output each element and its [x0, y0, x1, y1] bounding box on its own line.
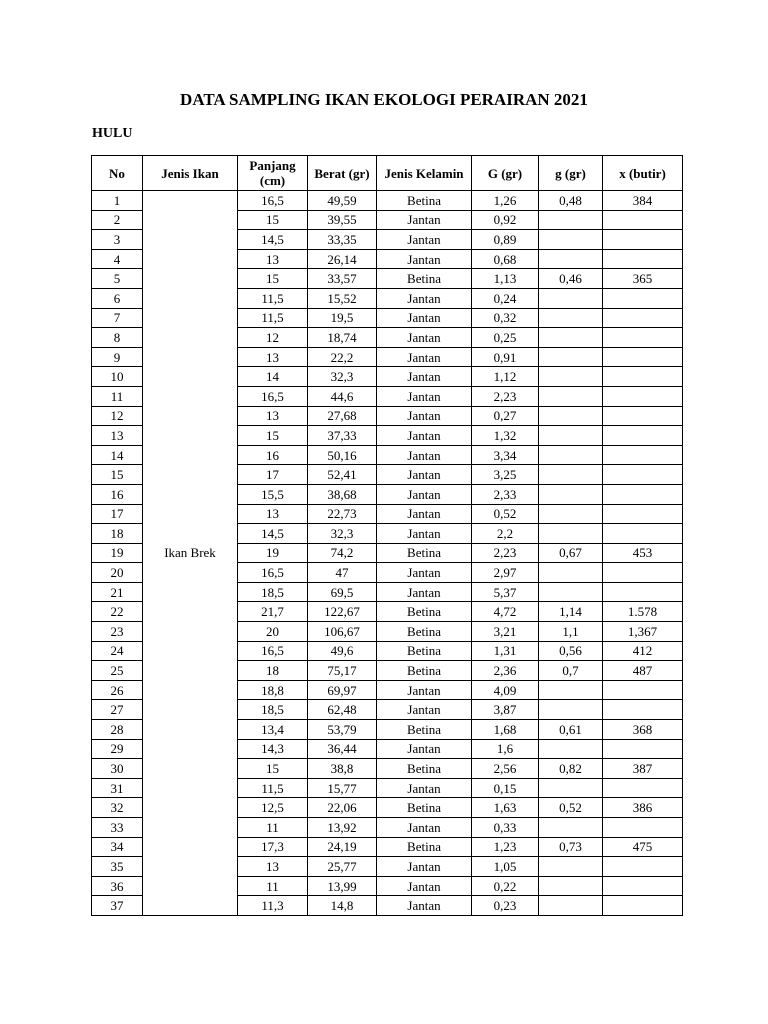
cell-g: [539, 308, 603, 328]
cell-berat: 22,06: [308, 798, 377, 818]
cell-x: [603, 778, 683, 798]
cell-jenis-kelamin: Betina: [377, 543, 472, 563]
cell-G: 4,09: [472, 680, 539, 700]
cell-panjang: 16,5: [238, 386, 308, 406]
cell-berat: 49,6: [308, 641, 377, 661]
cell-g: [539, 876, 603, 896]
cell-G: 3,87: [472, 700, 539, 720]
cell-G: 1,31: [472, 641, 539, 661]
cell-jenis-kelamin: Betina: [377, 641, 472, 661]
cell-berat: 52,41: [308, 465, 377, 485]
cell-jenis-kelamin: Jantan: [377, 739, 472, 759]
cell-x: [603, 288, 683, 308]
cell-G: 2,56: [472, 759, 539, 779]
cell-no: 4: [92, 249, 143, 269]
cell-jenis-kelamin: Betina: [377, 720, 472, 740]
cell-G: 4,72: [472, 602, 539, 622]
cell-panjang: 13: [238, 249, 308, 269]
cell-no: 11: [92, 386, 143, 406]
cell-g: 0,56: [539, 641, 603, 661]
cell-panjang: 12,5: [238, 798, 308, 818]
cell-berat: 14,8: [308, 896, 377, 916]
cell-x: 386: [603, 798, 683, 818]
cell-berat: 62,48: [308, 700, 377, 720]
cell-no: 18: [92, 524, 143, 544]
cell-x: [603, 739, 683, 759]
cell-no: 17: [92, 504, 143, 524]
cell-panjang: 19: [238, 543, 308, 563]
cell-panjang: 21,7: [238, 602, 308, 622]
fish-sampling-table: [91, 155, 683, 916]
cell-no: 29: [92, 739, 143, 759]
header-g: g (gr): [539, 156, 603, 191]
cell-x: [603, 230, 683, 250]
cell-panjang: 13,4: [238, 720, 308, 740]
cell-G: 2,23: [472, 386, 539, 406]
header-G: G (gr): [472, 156, 539, 191]
cell-panjang: 15: [238, 210, 308, 230]
cell-berat: 18,74: [308, 328, 377, 348]
cell-g: 0,73: [539, 837, 603, 857]
cell-panjang: 13: [238, 857, 308, 877]
cell-jenis-kelamin: Jantan: [377, 484, 472, 504]
cell-no: 24: [92, 641, 143, 661]
cell-no: 9: [92, 347, 143, 367]
cell-g: [539, 230, 603, 250]
cell-no: 37: [92, 896, 143, 916]
cell-panjang: 14,5: [238, 524, 308, 544]
cell-jenis-kelamin: Jantan: [377, 386, 472, 406]
cell-G: 1,32: [472, 426, 539, 446]
cell-g: 1,14: [539, 602, 603, 622]
cell-g: [539, 347, 603, 367]
cell-no: 8: [92, 328, 143, 348]
cell-berat: 106,67: [308, 622, 377, 642]
cell-berat: 69,97: [308, 680, 377, 700]
cell-jenis-kelamin: Jantan: [377, 524, 472, 544]
cell-jenis-kelamin: Jantan: [377, 563, 472, 583]
cell-panjang: 18,5: [238, 700, 308, 720]
cell-G: 0,15: [472, 778, 539, 798]
cell-jenis-kelamin: Betina: [377, 759, 472, 779]
cell-x: [603, 249, 683, 269]
cell-berat: 75,17: [308, 661, 377, 681]
header-x: x (butir): [603, 156, 683, 191]
cell-x: [603, 563, 683, 583]
cell-G: 0,27: [472, 406, 539, 426]
cell-panjang: 11,5: [238, 778, 308, 798]
cell-no: 3: [92, 230, 143, 250]
cell-g: [539, 386, 603, 406]
cell-no: 20: [92, 563, 143, 583]
cell-berat: 13,99: [308, 876, 377, 896]
cell-x: [603, 700, 683, 720]
cell-G: 2,36: [472, 661, 539, 681]
cell-jenis-kelamin: Jantan: [377, 465, 472, 485]
cell-g: [539, 680, 603, 700]
cell-no: 28: [92, 720, 143, 740]
cell-panjang: 14,3: [238, 739, 308, 759]
cell-x: 475: [603, 837, 683, 857]
cell-G: 0,23: [472, 896, 539, 916]
cell-x: [603, 386, 683, 406]
cell-jenis-kelamin: Jantan: [377, 367, 472, 387]
table-row: [92, 191, 683, 211]
cell-no: 22: [92, 602, 143, 622]
cell-no: 15: [92, 465, 143, 485]
cell-g: 0,61: [539, 720, 603, 740]
cell-berat: 33,35: [308, 230, 377, 250]
cell-no: 6: [92, 288, 143, 308]
cell-x: 487: [603, 661, 683, 681]
cell-no: 21: [92, 582, 143, 602]
cell-g: [539, 406, 603, 426]
cell-g: [539, 445, 603, 465]
cell-g: [539, 700, 603, 720]
cell-x: [603, 347, 683, 367]
section-heading: HULU: [92, 126, 133, 141]
cell-berat: 19,5: [308, 308, 377, 328]
cell-panjang: 13: [238, 504, 308, 524]
cell-g: [539, 582, 603, 602]
cell-berat: 38,68: [308, 484, 377, 504]
cell-no: 25: [92, 661, 143, 681]
cell-jenis-kelamin: Jantan: [377, 582, 472, 602]
cell-panjang: 16,5: [238, 191, 308, 211]
cell-G: 1,23: [472, 837, 539, 857]
cell-g: [539, 367, 603, 387]
cell-berat: 26,14: [308, 249, 377, 269]
cell-G: 0,24: [472, 288, 539, 308]
cell-jenis-kelamin: Jantan: [377, 347, 472, 367]
cell-g: 0,48: [539, 191, 603, 211]
cell-G: 2,97: [472, 563, 539, 583]
cell-no: 1: [92, 191, 143, 211]
cell-no: 26: [92, 680, 143, 700]
cell-jenis-kelamin: Jantan: [377, 680, 472, 700]
table-header-row: [92, 156, 683, 191]
cell-x: [603, 857, 683, 877]
cell-G: 0,22: [472, 876, 539, 896]
cell-G: 2,33: [472, 484, 539, 504]
cell-berat: 39,55: [308, 210, 377, 230]
cell-x: 365: [603, 269, 683, 289]
cell-G: 2,23: [472, 543, 539, 563]
cell-panjang: 18,8: [238, 680, 308, 700]
cell-panjang: 17,3: [238, 837, 308, 857]
cell-x: [603, 406, 683, 426]
cell-berat: 22,73: [308, 504, 377, 524]
cell-g: [539, 484, 603, 504]
cell-x: [603, 504, 683, 524]
cell-jenis-kelamin: Jantan: [377, 896, 472, 916]
cell-panjang: 11: [238, 876, 308, 896]
cell-g: 0,7: [539, 661, 603, 681]
cell-x: [603, 465, 683, 485]
cell-panjang: 15,5: [238, 484, 308, 504]
cell-G: 1,6: [472, 739, 539, 759]
cell-x: 368: [603, 720, 683, 740]
cell-berat: 22,2: [308, 347, 377, 367]
cell-g: [539, 524, 603, 544]
cell-panjang: 11,5: [238, 308, 308, 328]
cell-jenis-kelamin: Jantan: [377, 700, 472, 720]
cell-berat: 53,79: [308, 720, 377, 740]
cell-x: 1,367: [603, 622, 683, 642]
cell-berat: 27,68: [308, 406, 377, 426]
cell-panjang: 12: [238, 328, 308, 348]
cell-G: 3,25: [472, 465, 539, 485]
cell-no: 32: [92, 798, 143, 818]
cell-g: [539, 249, 603, 269]
cell-x: [603, 818, 683, 838]
cell-berat: 37,33: [308, 426, 377, 446]
cell-g: [539, 857, 603, 877]
cell-berat: 69,5: [308, 582, 377, 602]
cell-jenis-kelamin: Jantan: [377, 445, 472, 465]
cell-panjang: 13: [238, 406, 308, 426]
cell-G: 0,91: [472, 347, 539, 367]
cell-g: 0,67: [539, 543, 603, 563]
cell-g: [539, 210, 603, 230]
cell-g: [539, 818, 603, 838]
header-panjang: Panjang (cm): [238, 156, 308, 191]
cell-berat: 13,92: [308, 818, 377, 838]
cell-no: 16: [92, 484, 143, 504]
cell-no: 34: [92, 837, 143, 857]
cell-panjang: 11,5: [238, 288, 308, 308]
cell-jenis-kelamin: Betina: [377, 191, 472, 211]
cell-jenis-kelamin: Jantan: [377, 328, 472, 348]
cell-jenis-kelamin: Jantan: [377, 210, 472, 230]
cell-x: [603, 445, 683, 465]
cell-no: 7: [92, 308, 143, 328]
header-no: No: [92, 156, 143, 191]
cell-jenis-kelamin: Jantan: [377, 249, 472, 269]
cell-G: 1,63: [472, 798, 539, 818]
cell-G: 3,21: [472, 622, 539, 642]
cell-berat: 49,59: [308, 191, 377, 211]
cell-jenis-kelamin: Jantan: [377, 426, 472, 446]
cell-g: [539, 328, 603, 348]
cell-berat: 32,3: [308, 524, 377, 544]
cell-g: 0,46: [539, 269, 603, 289]
cell-jenis-kelamin: Betina: [377, 269, 472, 289]
cell-berat: 122,67: [308, 602, 377, 622]
cell-no: 33: [92, 818, 143, 838]
cell-g: 0,82: [539, 759, 603, 779]
cell-berat: 74,2: [308, 543, 377, 563]
document-title: DATA SAMPLING IKAN EKOLOGI PERAIRAN 2021: [180, 90, 588, 109]
cell-no: 19: [92, 543, 143, 563]
cell-no: 35: [92, 857, 143, 877]
cell-panjang: 18: [238, 661, 308, 681]
cell-x: [603, 582, 683, 602]
cell-g: 1,1: [539, 622, 603, 642]
cell-panjang: 17: [238, 465, 308, 485]
cell-G: 1,26: [472, 191, 539, 211]
cell-x: [603, 308, 683, 328]
cell-berat: 50,16: [308, 445, 377, 465]
cell-G: 1,05: [472, 857, 539, 877]
cell-g: [539, 288, 603, 308]
cell-berat: 47: [308, 563, 377, 583]
cell-panjang: 11: [238, 818, 308, 838]
cell-panjang: 16: [238, 445, 308, 465]
cell-berat: 15,52: [308, 288, 377, 308]
cell-G: 5,37: [472, 582, 539, 602]
cell-no: 23: [92, 622, 143, 642]
cell-G: 0,25: [472, 328, 539, 348]
cell-G: 0,33: [472, 818, 539, 838]
cell-no: 10: [92, 367, 143, 387]
cell-berat: 15,77: [308, 778, 377, 798]
cell-no: 13: [92, 426, 143, 446]
cell-x: 384: [603, 191, 683, 211]
cell-x: [603, 484, 683, 504]
cell-g: [539, 739, 603, 759]
cell-G: 1,68: [472, 720, 539, 740]
cell-x: 453: [603, 543, 683, 563]
cell-no: 12: [92, 406, 143, 426]
cell-panjang: 15: [238, 759, 308, 779]
cell-x: 387: [603, 759, 683, 779]
cell-jenis-kelamin: Jantan: [377, 406, 472, 426]
cell-berat: 44,6: [308, 386, 377, 406]
cell-g: [539, 465, 603, 485]
cell-jenis-kelamin: Jantan: [377, 818, 472, 838]
cell-G: 0,52: [472, 504, 539, 524]
cell-x: [603, 367, 683, 387]
cell-x: [603, 426, 683, 446]
cell-G: 0,92: [472, 210, 539, 230]
cell-x: [603, 524, 683, 544]
cell-panjang: 18,5: [238, 582, 308, 602]
cell-jenis-kelamin: Betina: [377, 622, 472, 642]
cell-berat: 33,57: [308, 269, 377, 289]
cell-berat: 38,8: [308, 759, 377, 779]
cell-berat: 24,19: [308, 837, 377, 857]
cell-x: [603, 210, 683, 230]
cell-x: 412: [603, 641, 683, 661]
cell-panjang: 15: [238, 269, 308, 289]
cell-no: 30: [92, 759, 143, 779]
cell-jenis-kelamin: Betina: [377, 661, 472, 681]
cell-g: [539, 426, 603, 446]
header-jenis-kelamin: Jenis Kelamin: [377, 156, 472, 191]
cell-no: 14: [92, 445, 143, 465]
cell-g: [539, 504, 603, 524]
cell-G: 0,68: [472, 249, 539, 269]
cell-no: 27: [92, 700, 143, 720]
cell-panjang: 11,3: [238, 896, 308, 916]
cell-jenis-kelamin: Jantan: [377, 504, 472, 524]
cell-panjang: 13: [238, 347, 308, 367]
cell-x: [603, 680, 683, 700]
table-body: [92, 191, 683, 916]
cell-panjang: 14,5: [238, 230, 308, 250]
cell-G: 1,12: [472, 367, 539, 387]
cell-panjang: 15: [238, 426, 308, 446]
cell-G: 0,89: [472, 230, 539, 250]
cell-jenis-ikan: Ikan Brek: [143, 191, 238, 916]
cell-g: [539, 778, 603, 798]
cell-berat: 25,77: [308, 857, 377, 877]
cell-panjang: 16,5: [238, 563, 308, 583]
cell-g: [539, 563, 603, 583]
cell-berat: 36,44: [308, 739, 377, 759]
cell-jenis-kelamin: Jantan: [377, 857, 472, 877]
cell-berat: 32,3: [308, 367, 377, 387]
cell-no: 31: [92, 778, 143, 798]
cell-panjang: 16,5: [238, 641, 308, 661]
header-jenis-ikan: Jenis Ikan: [143, 156, 238, 191]
cell-no: 36: [92, 876, 143, 896]
cell-jenis-kelamin: Jantan: [377, 876, 472, 896]
cell-jenis-kelamin: Jantan: [377, 308, 472, 328]
cell-no: 5: [92, 269, 143, 289]
cell-G: 3,34: [472, 445, 539, 465]
cell-g: 0,52: [539, 798, 603, 818]
header-berat: Berat (gr): [308, 156, 377, 191]
cell-jenis-kelamin: Betina: [377, 602, 472, 622]
cell-G: 1,13: [472, 269, 539, 289]
cell-jenis-kelamin: Betina: [377, 798, 472, 818]
cell-panjang: 14: [238, 367, 308, 387]
cell-g: [539, 896, 603, 916]
cell-jenis-kelamin: Betina: [377, 837, 472, 857]
cell-x: [603, 876, 683, 896]
cell-jenis-kelamin: Jantan: [377, 778, 472, 798]
cell-x: [603, 896, 683, 916]
cell-x: 1.578: [603, 602, 683, 622]
cell-jenis-kelamin: Jantan: [377, 230, 472, 250]
cell-G: 2,2: [472, 524, 539, 544]
cell-G: 0,32: [472, 308, 539, 328]
cell-no: 2: [92, 210, 143, 230]
cell-jenis-kelamin: Jantan: [377, 288, 472, 308]
cell-x: [603, 328, 683, 348]
cell-panjang: 20: [238, 622, 308, 642]
